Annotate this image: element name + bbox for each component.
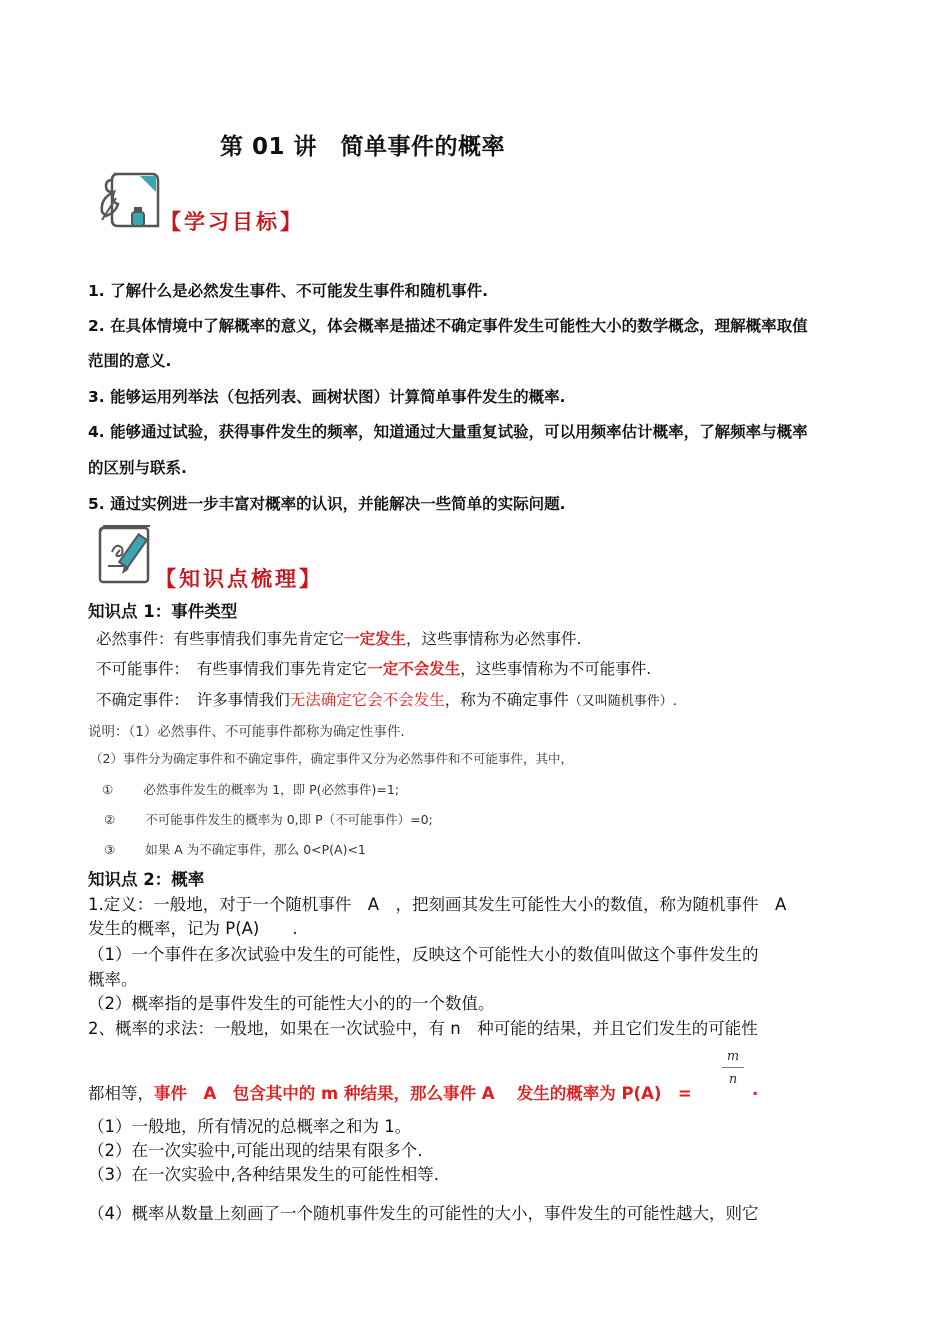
item-text: 必然事件发生的概率为 1，即 P(必然事件)=1; [143, 782, 400, 797]
fraction-m-over-n [722, 1049, 744, 1087]
impossible-pre: 不可能事件： 有些事情我们事先肯定它 [96, 660, 368, 678]
goal-item: 5. 通过实例进一步丰富对概率的认识，并能解决一些简单的实际问题. [88, 495, 566, 513]
list-item: （1）一般地，所有情况的总概率之和为 1。 [88, 1117, 412, 1136]
method2-pre: 都相等， [88, 1084, 154, 1103]
item-text: 不可能事件发生的概率为 0,即 P（不可能事件）=0; [145, 812, 433, 827]
uncertain-red: 无法确定它会不会发生 [289, 691, 445, 709]
goal-item: 2. 在具体情境中了解概率的意义，体会概率是描述不确定事件发生可能性大小的数学概念，理解概率取值 [88, 317, 808, 335]
goals-section-label: 【学习目标】 [160, 209, 304, 234]
fraction-denominator: n [728, 1072, 738, 1087]
item-mark: ③ [104, 842, 116, 857]
item-mark: ② [104, 812, 116, 827]
kp2-heading: 知识点 2：概率 [88, 870, 205, 889]
method-line-1: 2、概率的求法：一般地，如果在一次试验中，有 n 种可能的结果，并且它们发生的可能性 [88, 1019, 758, 1038]
notepad-pencil-icon [94, 522, 164, 588]
kp1-heading: 知识点 1：事件类型 [88, 602, 238, 621]
method2-end-dot: . [752, 1080, 759, 1099]
uncertain-pre: 不确定事件： 许多事情我们 [96, 691, 290, 709]
page-title: 第 01 讲 简单事件的概率 [220, 134, 506, 160]
uncertain-mid: ，称为不确定事件 [444, 691, 569, 709]
point-1b: 概率。 [88, 970, 138, 989]
item-text: 如果 A 为不确定事件，那么 0<P(A)<1 [145, 842, 366, 857]
fraction-numerator: m [726, 1049, 740, 1064]
list-item: （2）在一次实验中,可能出现的结果有限多个. [88, 1141, 423, 1160]
note-item-2 [104, 810, 433, 828]
list-item: （4）概率从数量上刻画了一个随机事件发生的可能性的大小，事件发生的可能性越大，则它 [88, 1204, 759, 1223]
method-line-2 [88, 1080, 692, 1104]
note-line-2: （2）事件分为确定事件和不确定事件，确定事件又分为必然事件和不可能事件，其中， [90, 751, 573, 766]
point-2: （2）概率指的是事件发生的可能性大小的的一个数值。 [88, 994, 495, 1013]
list-item: （3）在一次实验中,各种结果发生的可能性相等. [88, 1165, 439, 1184]
knowledge-section-label: 【知识点梳理】 [155, 566, 323, 591]
goal-item: 3. 能够运用列举法（包括列表、画树状图）计算简单事件发生的概率. [88, 388, 566, 406]
point-1a: （1）一个事件在多次试验中发生的可能性，反映这个可能性大小的数值叫做这个事件发生的 [88, 945, 759, 964]
certain-red: 一定发生 [344, 630, 407, 648]
note-item-1 [102, 780, 399, 798]
definition-line-2: 发生的概率，记为 P(A) . [88, 919, 298, 938]
goal-item: 范围的意义. [88, 352, 172, 370]
certain-post: ，这些事情称为必然事件. [406, 630, 582, 648]
goal-item: 4. 能够通过试验，获得事件发生的频率，知道通过大量重复试验，可以用频率估计概率，了解频率与概率 [88, 423, 808, 441]
uncertain-paren: （又叫随机事件）. [568, 694, 677, 709]
fraction-bar [722, 1067, 744, 1068]
impossible-post: ，这些事情称为不可能事件. [460, 660, 652, 678]
note-item-3 [104, 840, 366, 858]
impossible-red: 一定不会发生 [367, 660, 461, 678]
goal-item: 1. 了解什么是必然发生事件、不可能发生事件和随机事件. [88, 282, 488, 300]
item-mark: ① [102, 782, 114, 797]
scroll-quill-icon [92, 168, 164, 238]
definition-line-1: 1.定义：一般地，对于一个随机事件 A ，把刻画其发生可能性大小的数值，称为随机事件 A [88, 895, 787, 914]
impossible-event-line [96, 657, 651, 679]
certain-pre: 必然事件：有些事情我们事先肯定它 [96, 630, 345, 648]
certain-event-line [96, 627, 581, 649]
method2-red: 事件 A 包含其中的 m 种结果，那么事件 A 发生的概率为 P(A) = [154, 1084, 692, 1103]
goal-item: 的区别与联系. [88, 459, 187, 477]
note-line-1: 说明：（1）必然事件、不可能事件都称为确定性事件. [88, 724, 405, 740]
uncertain-event-line [96, 688, 677, 710]
